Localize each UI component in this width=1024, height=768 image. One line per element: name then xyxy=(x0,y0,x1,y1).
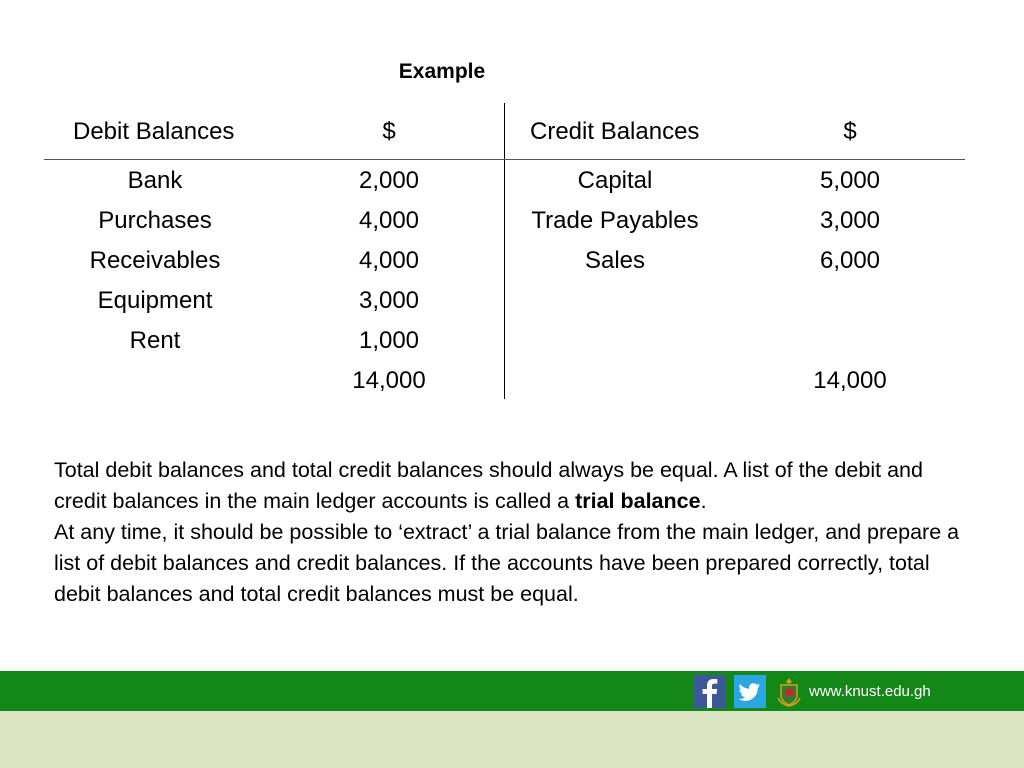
credit-row-name: Capital xyxy=(577,167,653,194)
credit-row-amount: 5,000 xyxy=(819,167,881,194)
credit-row-name: Sales xyxy=(584,247,646,274)
table-vertical-divider xyxy=(504,103,505,399)
debit-row-amount: 4,000 xyxy=(358,247,420,274)
credit-row-name: Trade Payables xyxy=(531,207,699,234)
debit-row-name: Bank xyxy=(127,167,183,194)
footer-bottom-band xyxy=(0,711,1024,768)
explanation-text-1: Total debit balances and total credit balances should always be equal. A list of the debit and credit balances in the main ledger accounts is called a xyxy=(54,458,923,513)
debit-row-name: Rent xyxy=(129,327,181,354)
debit-total: 14,000 xyxy=(352,367,426,394)
debit-row-amount: 3,000 xyxy=(358,287,420,314)
debit-row-name: Purchases xyxy=(98,207,212,234)
explanation-text xyxy=(54,455,974,610)
website-link[interactable]: www.knust.edu.gh xyxy=(809,683,931,700)
table-header-divider xyxy=(44,159,965,160)
twitter-icon[interactable] xyxy=(734,675,766,708)
debit-row-amount: 1,000 xyxy=(358,327,420,354)
facebook-icon[interactable] xyxy=(694,675,726,708)
explanation-paragraph-2: At any time, it should be possible to ‘extract’ a trial balance from the main ledger, and prepare a list of debit balances and credit balances. If the accounts have been prepared correctly, total debit balances and total credit balances must be equal. xyxy=(54,520,960,606)
knust-crest-icon xyxy=(776,676,802,708)
explanation-period: . xyxy=(700,489,707,513)
debit-row-name: Equipment xyxy=(97,287,213,314)
debit-currency-header: $ xyxy=(382,118,396,145)
credit-row-amount: 3,000 xyxy=(819,207,881,234)
debit-balances-header: Debit Balances xyxy=(73,118,235,145)
credit-currency-header: $ xyxy=(843,118,857,145)
trial-balance-term: trial balance xyxy=(575,489,701,513)
credit-balances-header: Credit Balances xyxy=(530,118,700,145)
debit-row-name: Receivables xyxy=(89,247,221,274)
credit-total: 14,000 xyxy=(813,367,887,394)
example-title: Example xyxy=(398,60,486,83)
explanation-paragraph-1 xyxy=(54,455,974,517)
debit-row-amount: 4,000 xyxy=(358,207,420,234)
credit-row-amount: 6,000 xyxy=(819,247,881,274)
debit-row-amount: 2,000 xyxy=(358,167,420,194)
